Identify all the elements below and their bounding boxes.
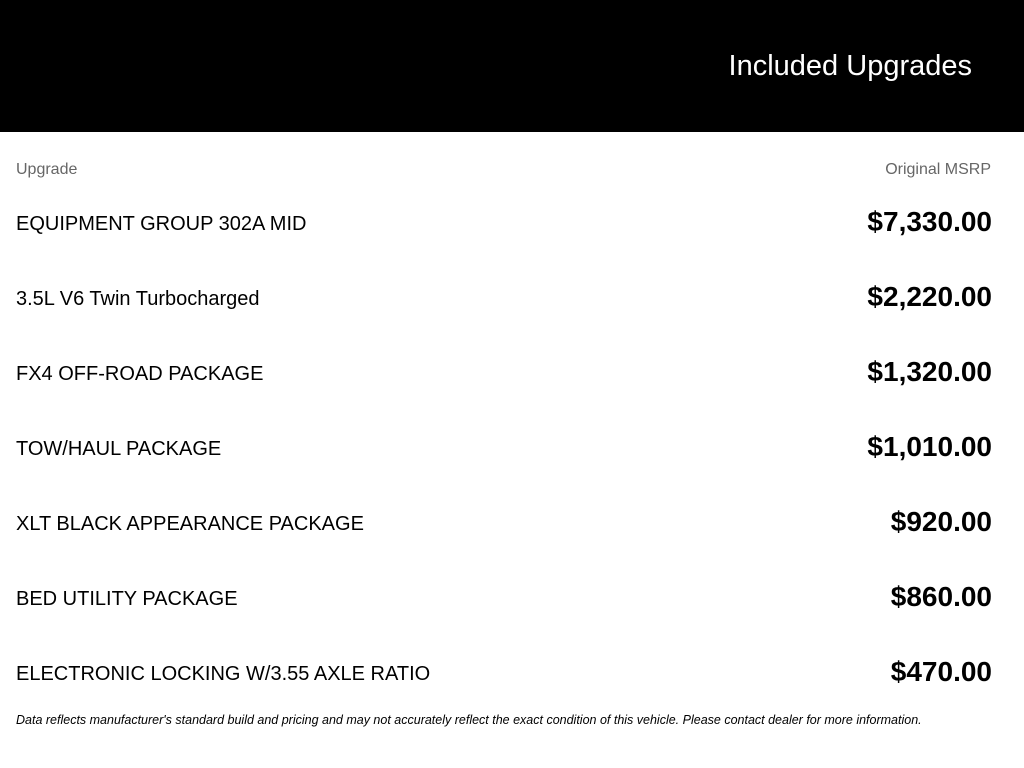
- upgrade-name: BED UTILITY PACKAGE: [16, 588, 238, 610]
- page-title: Included Upgrades: [728, 50, 972, 82]
- upgrade-name: FX4 OFF-ROAD PACKAGE: [16, 363, 264, 385]
- upgrade-price: $860.00: [890, 581, 992, 612]
- upgrade-row: [16, 560, 992, 635]
- page-header: [0, 0, 1024, 132]
- upgrade-price: $1,010.00: [867, 431, 992, 462]
- upgrade-row: [16, 485, 992, 560]
- upgrade-row: [16, 410, 992, 485]
- upgrade-price: $470.00: [890, 656, 992, 687]
- upgrade-price: $2,220.00: [867, 281, 992, 312]
- upgrade-row: [16, 335, 992, 410]
- upgrade-name: 3.5L V6 Twin Turbocharged: [16, 288, 260, 310]
- upgrade-name: EQUIPMENT GROUP 302A MID: [16, 213, 307, 235]
- upgrades-list: [16, 185, 992, 710]
- upgrade-name: ELECTRONIC LOCKING W/3.55 AXLE RATIO: [16, 663, 431, 685]
- upgrade-price: $920.00: [890, 506, 992, 537]
- upgrade-price: $7,330.00: [867, 206, 992, 237]
- upgrade-price: $1,320.00: [867, 356, 992, 387]
- column-header-upgrade: Upgrade: [16, 161, 78, 178]
- column-header-msrp: Original MSRP: [885, 161, 991, 178]
- upgrade-row: [16, 260, 992, 335]
- upgrade-row: [16, 185, 992, 260]
- disclaimer-text: Data reflects manufacturer's standard build and pricing and may not accurately reflect the exact condition of this vehicle. Please contact dealer for more information.: [16, 713, 922, 727]
- upgrade-name: TOW/HAUL PACKAGE: [16, 438, 222, 460]
- upgrade-name: XLT BLACK APPEARANCE PACKAGE: [16, 513, 364, 535]
- upgrade-row: [16, 635, 992, 710]
